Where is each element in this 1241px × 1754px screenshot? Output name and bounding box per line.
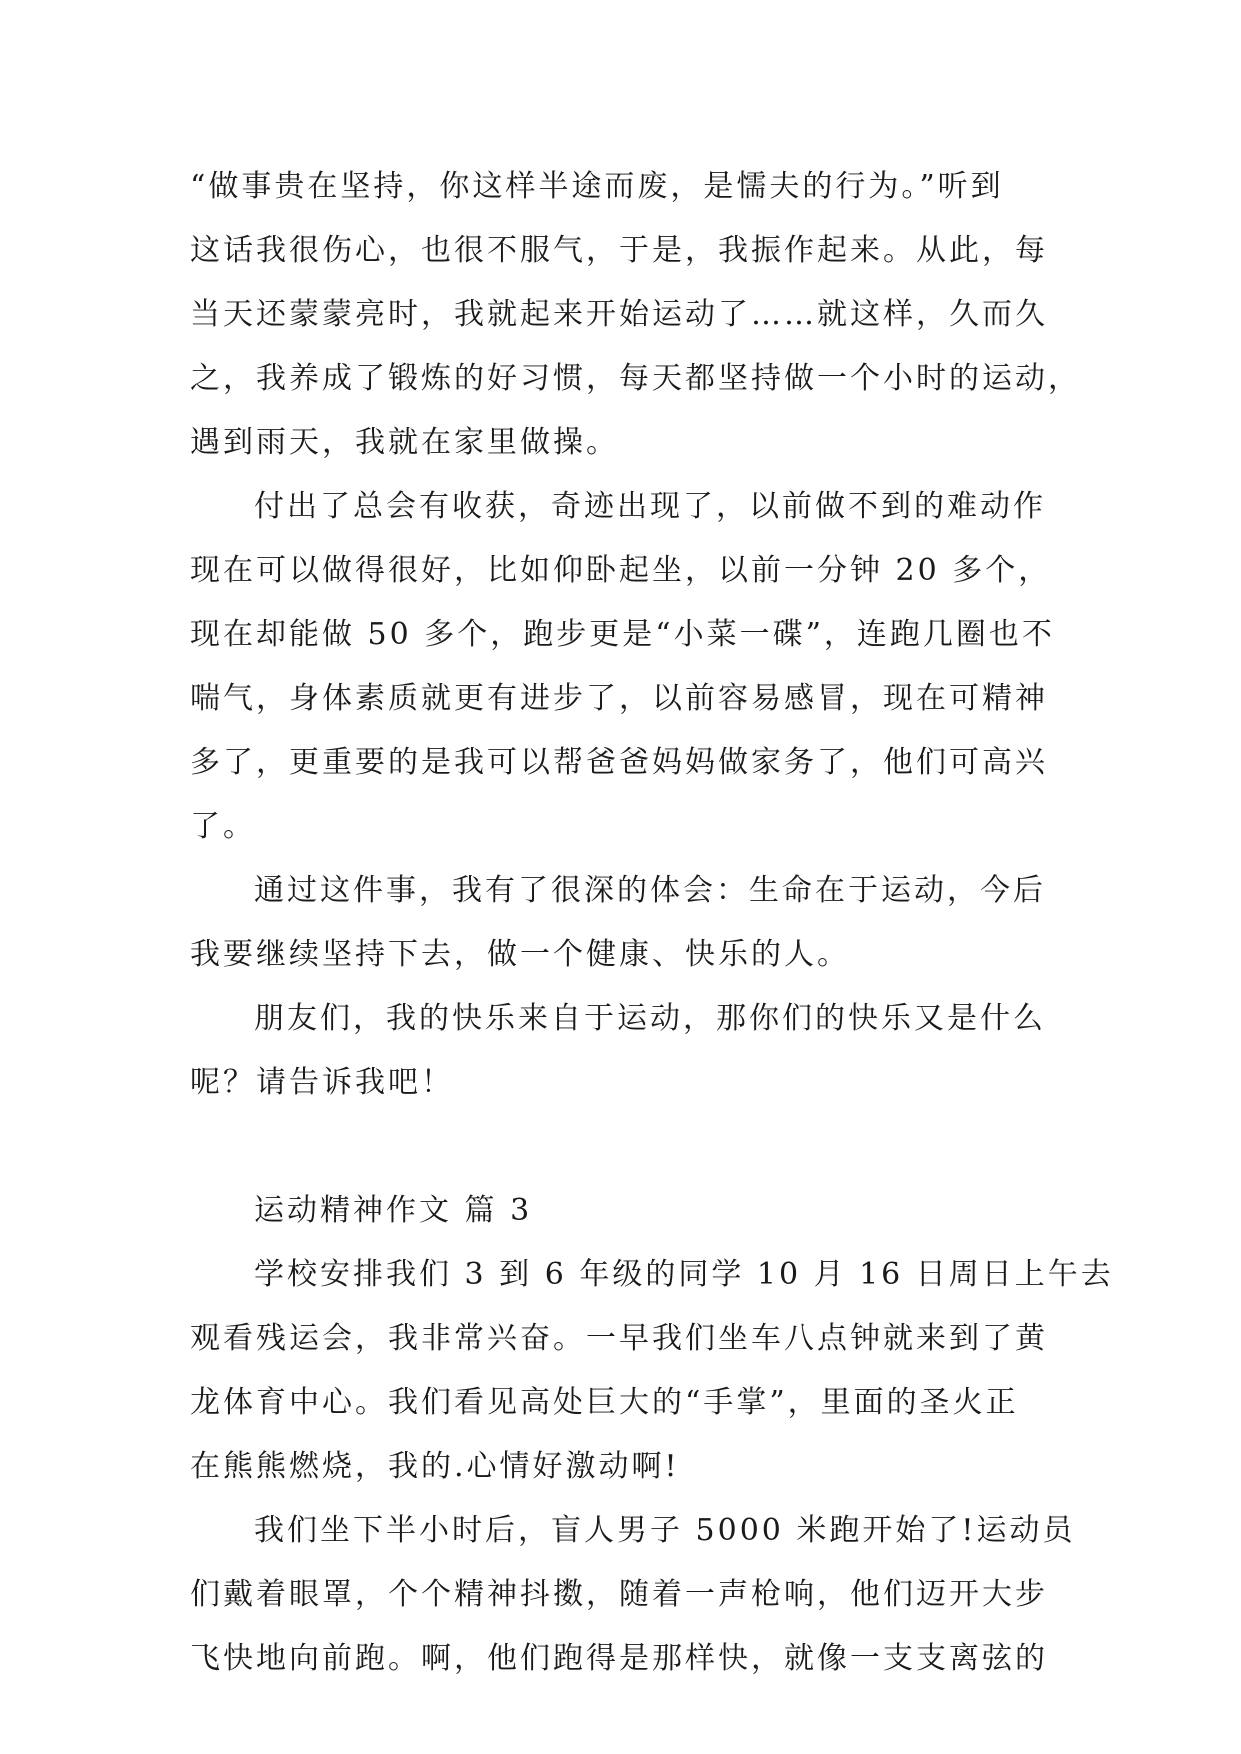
paragraph-race	[190, 1499, 1076, 1691]
paragraph-games-intro	[190, 1243, 1114, 1499]
paragraph-perseverance	[190, 155, 1081, 475]
paragraph-closing	[190, 987, 1044, 1115]
text-line: 朋友们，我的快乐来自于运动，那你们的快乐又是什么	[254, 1001, 1046, 1036]
text-line: “做事贵在坚持，你这样半途而废，是懦夫的行为。”听到	[190, 169, 1004, 204]
section-heading: 运动精神作文 篇 3	[254, 1193, 533, 1228]
text-line: 通过这件事，我有了很深的体会：生命在于运动，今后	[254, 873, 1046, 908]
paragraph-results	[190, 475, 1055, 859]
text-line: 观看残运会，我非常兴奋。一早我们坐车八点钟就来到了黄	[190, 1321, 1048, 1356]
text-line: 当天还蒙蒙亮时，我就起来开始运动了……就这样，久而久	[190, 297, 1048, 332]
text-line: 飞快地向前跑。啊，他们跑得是那样快，就像一支支离弦的	[190, 1641, 1048, 1676]
text-line: 了。	[190, 809, 256, 844]
text-line: 学校安排我们 3 到 6 年级的同学 10 月 16 日周日上午去	[254, 1257, 1114, 1292]
text-line: 呢？请告诉我吧！	[190, 1065, 454, 1100]
text-line: 喘气，身体素质就更有进步了，以前容易感冒，现在可精神	[190, 681, 1048, 716]
text-line: 之，我养成了锻炼的好习惯，每天都坚持做一个小时的运动，	[190, 361, 1081, 396]
text-line: 们戴着眼罩，个个精神抖擞，随着一声枪响，他们迈开大步	[190, 1577, 1048, 1612]
section-gap	[190, 1115, 1044, 1179]
text-line: 遇到雨天，我就在家里做操。	[190, 425, 619, 460]
text-line: 龙体育中心。我们看见高处巨大的“手掌”，里面的圣火正	[190, 1385, 1019, 1420]
text-line: 我们坐下半小时后，盲人男子 5000 米跑开始了!运动员	[254, 1513, 1076, 1548]
text-line: 付出了总会有收获，奇迹出现了，以前做不到的难动作	[254, 489, 1046, 524]
paragraph-reflection	[190, 859, 1044, 987]
text-line: 多了，更重要的是我可以帮爸爸妈妈做家务了，他们可高兴	[190, 745, 1048, 780]
text-line: 在熊熊燃烧，我的.心情好激动啊!	[190, 1449, 680, 1484]
text-line: 现在却能做 50 多个，跑步更是“小菜一碟”，连跑几圈也不	[190, 617, 1055, 652]
document-body	[190, 155, 1114, 1691]
text-line: 现在可以做得很好，比如仰卧起坐，以前一分钟 20 多个，	[190, 553, 1052, 588]
text-line: 我要继续坚持下去，做一个健康、快乐的人。	[190, 937, 850, 972]
text-line: 这话我很伤心，也很不服气，于是，我振作起来。从此，每	[190, 233, 1048, 268]
